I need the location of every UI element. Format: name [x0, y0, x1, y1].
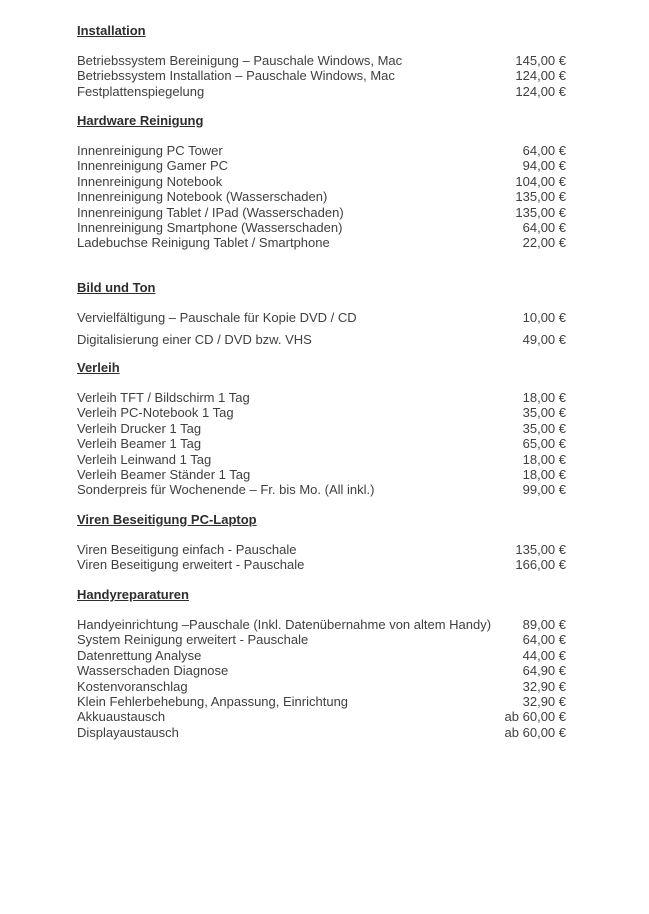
price-row — [77, 390, 566, 405]
price-row — [77, 663, 566, 678]
item-price: 104,00 € — [515, 173, 566, 189]
price-row — [77, 452, 566, 467]
item-label: Verleih Drucker 1 Tag — [77, 420, 202, 436]
item-price: 99,00 € — [522, 482, 566, 498]
price-row — [77, 648, 566, 663]
price-row — [77, 436, 566, 451]
item-label: Viren Beseitigung erweitert - Pauschale — [77, 557, 305, 573]
item-label: Innenreinigung Smartphone (Wasserschaden) — [77, 220, 343, 236]
item-label: Verleih PC-Notebook 1 Tag — [77, 405, 234, 421]
item-label: Verleih TFT / Bildschirm 1 Tag — [77, 390, 250, 405]
price-rows — [77, 617, 566, 740]
price-row — [77, 467, 566, 482]
item-price: 65,00 € — [522, 436, 566, 452]
item-price: 18,00 € — [522, 467, 566, 483]
price-row — [77, 482, 566, 497]
price-row — [77, 205, 566, 220]
price-row — [77, 709, 566, 724]
price-row — [77, 189, 566, 204]
item-label: Handyeinrichtung –Pauschale (Inkl. Datenübernahme von altem Handy) — [77, 617, 492, 632]
section-title: Installation — [77, 23, 146, 38]
price-row — [77, 332, 566, 347]
item-label: Klein Fehlerbehebung, Anpassung, Einrichtung — [77, 694, 349, 710]
item-label: System Reinigung erweitert - Pauschale — [77, 632, 309, 648]
item-price: 145,00 € — [515, 53, 566, 68]
price-rows — [77, 542, 566, 573]
section-verleih — [77, 360, 566, 498]
item-price: ab 60,00 € — [504, 724, 566, 740]
item-price: ab 60,00 € — [504, 709, 566, 725]
item-label: Digitalisierung einer CD / DVD bzw. VHS — [77, 332, 312, 347]
item-label: Verleih Beamer 1 Tag — [77, 436, 202, 452]
section-installation — [77, 23, 566, 99]
item-price: 35,00 € — [522, 405, 566, 421]
item-price: 49,00 € — [522, 332, 566, 347]
price-row — [77, 174, 566, 189]
item-label: Wasserschaden Diagnose — [77, 663, 229, 679]
item-price: 64,00 € — [522, 143, 566, 158]
item-label: Betriebssystem Bereinigung – Pauschale Windows, Mac — [77, 53, 403, 68]
item-price: 32,90 € — [522, 694, 566, 710]
price-row — [77, 617, 566, 632]
item-label: Festplattenspiegelung — [77, 83, 205, 99]
item-label: Innenreinigung Notebook — [77, 173, 223, 189]
item-label: Kostenvoranschlag — [77, 678, 188, 694]
item-label: Innenreinigung Notebook (Wasserschaden) — [77, 189, 328, 205]
item-price: 124,00 € — [515, 83, 566, 99]
item-price: 135,00 € — [515, 542, 566, 557]
section-viren-beseitigung — [77, 512, 566, 573]
section-hardware-reinigung — [77, 113, 566, 251]
price-row — [77, 542, 566, 557]
price-row — [77, 310, 566, 325]
section-title: Hardware Reinigung — [77, 113, 204, 128]
item-price: 166,00 € — [515, 557, 566, 573]
item-label: Betriebssystem Installation – Pauschale Windows, Mac — [77, 68, 395, 84]
section-title: Bild und Ton — [77, 280, 156, 295]
item-price: 44,00 € — [522, 647, 566, 663]
price-row — [77, 220, 566, 235]
item-label: Sonderpreis für Wochenende – Fr. bis Mo. (All inkl.) — [77, 482, 375, 498]
price-row — [77, 84, 566, 99]
section-title: Verleih — [77, 360, 120, 375]
price-row — [77, 725, 566, 740]
item-price: 89,00 € — [522, 617, 566, 632]
item-label: Verleih Leinwand 1 Tag — [77, 451, 212, 467]
price-row — [77, 632, 566, 647]
item-label: Akkuaustausch — [77, 709, 166, 725]
item-price: 135,00 € — [515, 204, 566, 220]
item-price: 64,00 € — [522, 632, 566, 648]
item-price: 32,90 € — [522, 678, 566, 694]
price-rows — [77, 310, 566, 347]
item-price: 94,00 € — [522, 158, 566, 174]
price-row — [77, 68, 566, 83]
section-title: Viren Beseitigung PC-Laptop — [77, 512, 257, 527]
item-label: Viren Beseitigung einfach - Pauschale — [77, 542, 297, 557]
section-bild-und-ton — [77, 280, 566, 354]
item-label: Ladebuchse Reinigung Tablet / Smartphone — [77, 235, 330, 251]
item-price: 35,00 € — [522, 420, 566, 436]
price-rows — [77, 390, 566, 498]
item-label: Verleih Beamer Ständer 1 Tag — [77, 467, 251, 483]
price-row — [77, 694, 566, 709]
item-price: 124,00 € — [515, 68, 566, 84]
price-row — [77, 557, 566, 572]
item-label: Datenrettung Analyse — [77, 647, 202, 663]
item-price: 18,00 € — [522, 451, 566, 467]
item-label: Innenreinigung Tablet / IPad (Wasserschaden) — [77, 204, 344, 220]
price-row — [77, 679, 566, 694]
item-price: 64,90 € — [522, 663, 566, 679]
item-label: Innenreinigung PC Tower — [77, 143, 223, 158]
item-label: Vervielfältigung – Pauschale für Kopie DVD / CD — [77, 310, 357, 325]
item-label: Innenreinigung Gamer PC — [77, 158, 229, 174]
price-row — [77, 158, 566, 173]
item-label: Displayaustausch — [77, 724, 179, 740]
price-row — [77, 235, 566, 250]
price-row — [77, 53, 566, 68]
item-price: 64,00 € — [522, 220, 566, 236]
item-price: 18,00 € — [522, 390, 566, 405]
item-price: 135,00 € — [515, 189, 566, 205]
price-rows — [77, 53, 566, 99]
item-price: 10,00 € — [522, 310, 566, 325]
section-title: Handyreparaturen — [77, 587, 189, 602]
section-handyreparaturen — [77, 587, 566, 740]
price-row — [77, 143, 566, 158]
item-price: 22,00 € — [522, 235, 566, 251]
price-row — [77, 421, 566, 436]
price-row — [77, 405, 566, 420]
price-rows — [77, 143, 566, 251]
